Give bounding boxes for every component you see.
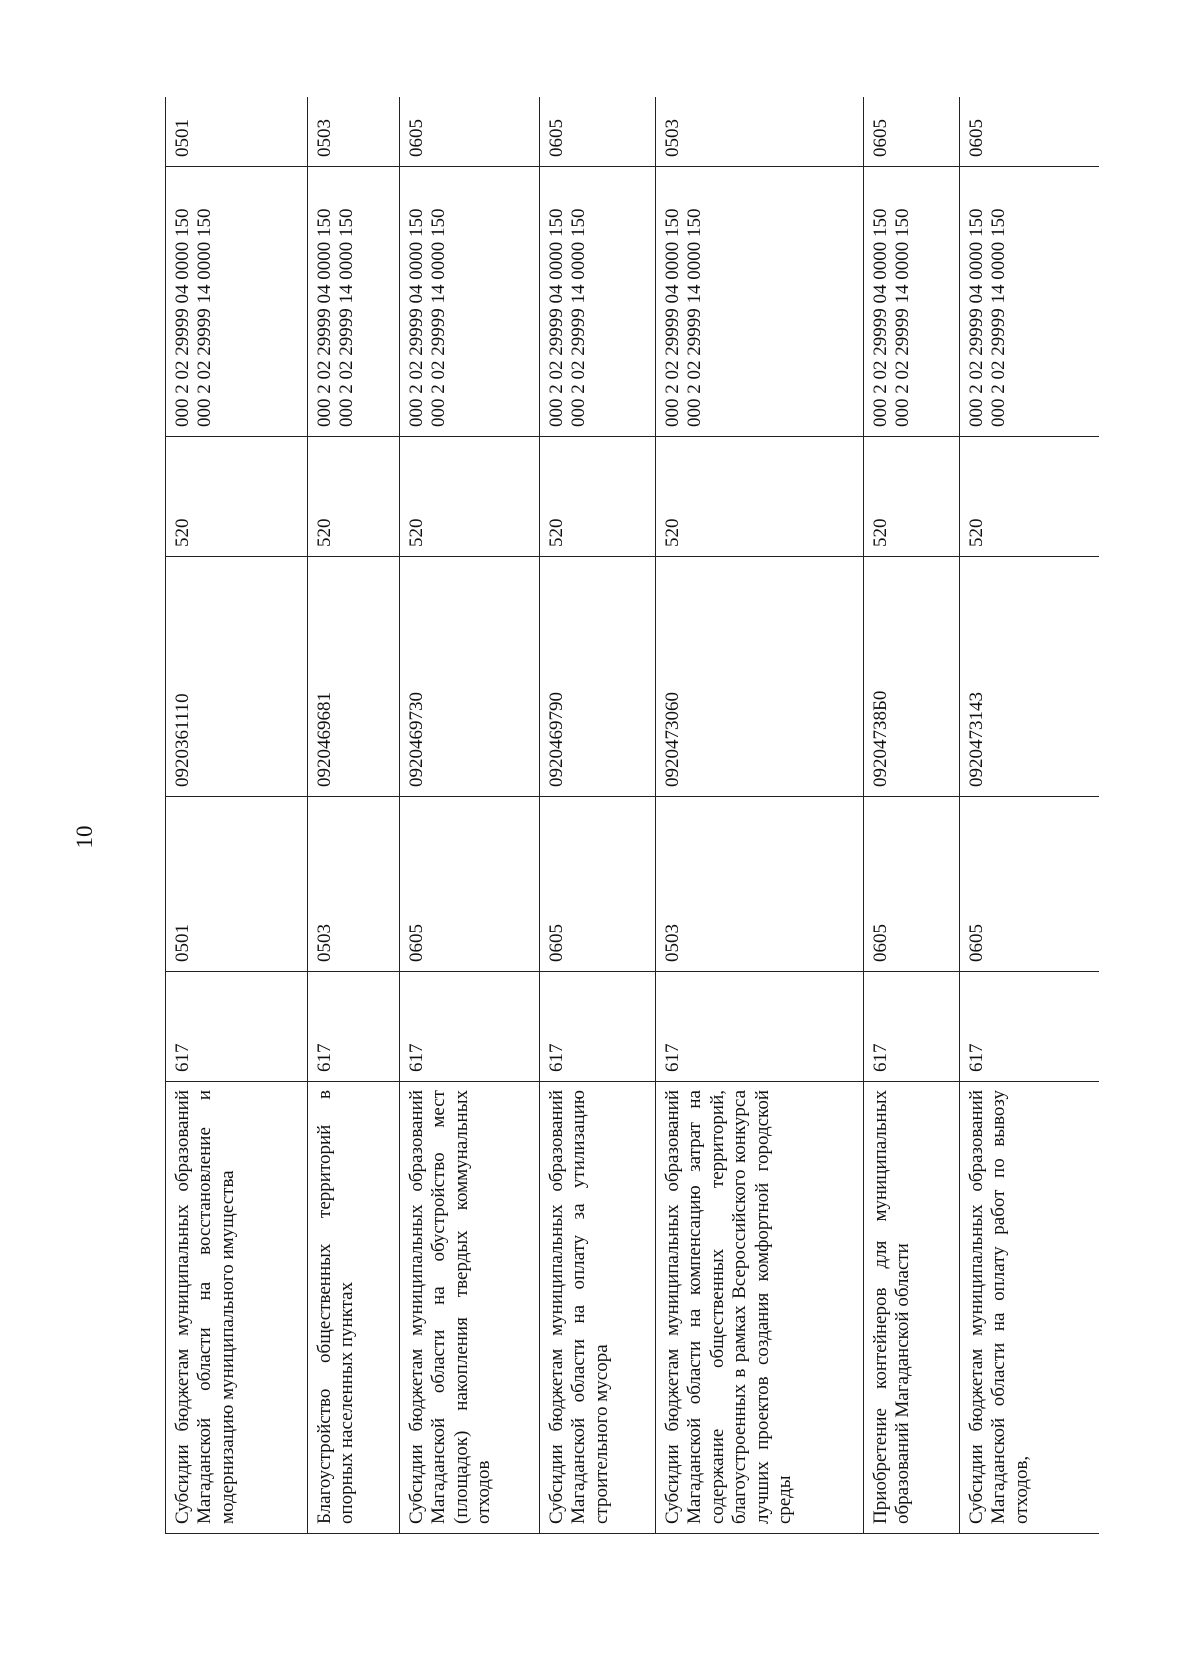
page-number: 10 (72, 825, 97, 849)
row-grbs: 617 (864, 972, 960, 1082)
table-row (400, 97, 540, 1534)
row-section-2: 0605 (864, 97, 960, 167)
row-section-2: 0501 (166, 97, 308, 167)
row-csr: 0920473060 (656, 557, 864, 797)
row-vr: 520 (540, 437, 656, 557)
row-section: 0605 (960, 797, 1100, 972)
row-income-codes (864, 167, 960, 437)
row-section-2: 0503 (656, 97, 864, 167)
income-code: 000 2 02 29999 14 0000 150 (988, 208, 1010, 427)
row-grbs: 617 (308, 972, 400, 1082)
row-csr: 0920473143 (960, 557, 1100, 797)
row-section-2: 0605 (960, 97, 1100, 167)
row-vr: 520 (656, 437, 864, 557)
income-code: 000 2 02 29999 04 0000 150 (966, 208, 987, 427)
row-csr: 092047З8Б0 (864, 557, 960, 797)
row-vr: 520 (166, 437, 308, 557)
table-row (864, 97, 960, 1534)
row-vr: 520 (960, 437, 1100, 557)
income-code: 000 2 02 29999 04 0000 150 (172, 208, 193, 427)
row-section: 0605 (864, 797, 960, 972)
income-code: 000 2 02 29999 04 0000 150 (662, 208, 683, 427)
row-income-codes (400, 167, 540, 437)
income-code: 000 2 02 29999 14 0000 150 (892, 208, 914, 427)
table-row (656, 97, 864, 1534)
row-section: 0605 (400, 797, 540, 972)
row-description: Субсидии бюджетам муниципальных образований Магаданской области на оплату работ по вывозу отходов, (960, 1082, 1100, 1534)
table-frame (165, 97, 1099, 1534)
row-section: 0503 (308, 797, 400, 972)
table-row (540, 97, 656, 1534)
row-income-codes (540, 167, 656, 437)
row-description: Благоустройство общественных территорий в опорных населенных пунктах (308, 1082, 400, 1534)
row-csr: 0920361110 (166, 557, 308, 797)
income-code: 000 2 02 29999 04 0000 150 (406, 208, 427, 427)
table-row (960, 97, 1100, 1534)
row-section-2: 0503 (308, 97, 400, 167)
row-section: 0503 (656, 797, 864, 972)
income-code: 000 2 02 29999 14 0000 150 (336, 208, 358, 427)
row-description: Приобретение контейнеров для муниципальных образований Магаданской области (864, 1082, 960, 1534)
row-grbs: 617 (960, 972, 1100, 1082)
row-description: Субсидии бюджетам муниципальных образований Магаданской области на компенсацию затрат на содержание общественных территорий, благоустроенных в рамках Всероссийского конкурса лучших проектов создания комфортной городской среды (656, 1082, 864, 1534)
row-csr: 0920469730 (400, 557, 540, 797)
table-row (166, 97, 308, 1534)
row-csr: 0920469681 (308, 557, 400, 797)
rotated-table-container (165, 97, 1099, 1534)
table-row (308, 97, 400, 1534)
income-code: 000 2 02 29999 14 0000 150 (428, 208, 450, 427)
income-code: 000 2 02 29999 14 0000 150 (568, 208, 590, 427)
row-vr: 520 (864, 437, 960, 557)
row-description: Субсидии бюджетам муниципальных образований Магаданской области на оплату за утилизацию строительного мусора (540, 1082, 656, 1534)
row-description: Субсидии бюджетам муниципальных образований Магаданской области на обустройство мест (площадок) накопления твердых коммунальных отходов (400, 1082, 540, 1534)
income-code: 000 2 02 29999 04 0000 150 (546, 208, 567, 427)
income-code: 000 2 02 29999 04 0000 150 (314, 208, 335, 427)
income-code: 000 2 02 29999 14 0000 150 (194, 208, 216, 427)
row-income-codes (166, 167, 308, 437)
row-section: 0501 (166, 797, 308, 972)
row-vr: 520 (308, 437, 400, 557)
income-code: 000 2 02 29999 04 0000 150 (870, 208, 891, 427)
row-description: Субсидии бюджетам муниципальных образований Магаданской области на восстановление и модернизацию муниципального имущества (166, 1082, 308, 1534)
row-grbs: 617 (400, 972, 540, 1082)
row-grbs: 617 (166, 972, 308, 1082)
row-section-2: 0605 (400, 97, 540, 167)
row-vr: 520 (400, 437, 540, 557)
row-income-codes (960, 167, 1100, 437)
row-grbs: 617 (540, 972, 656, 1082)
row-csr: 0920469790 (540, 557, 656, 797)
budget-table (165, 97, 1099, 1534)
row-section: 0605 (540, 797, 656, 972)
row-grbs: 617 (656, 972, 864, 1082)
row-section-2: 0605 (540, 97, 656, 167)
row-income-codes (308, 167, 400, 437)
row-income-codes (656, 167, 864, 437)
income-code: 000 2 02 29999 14 0000 150 (684, 208, 706, 427)
